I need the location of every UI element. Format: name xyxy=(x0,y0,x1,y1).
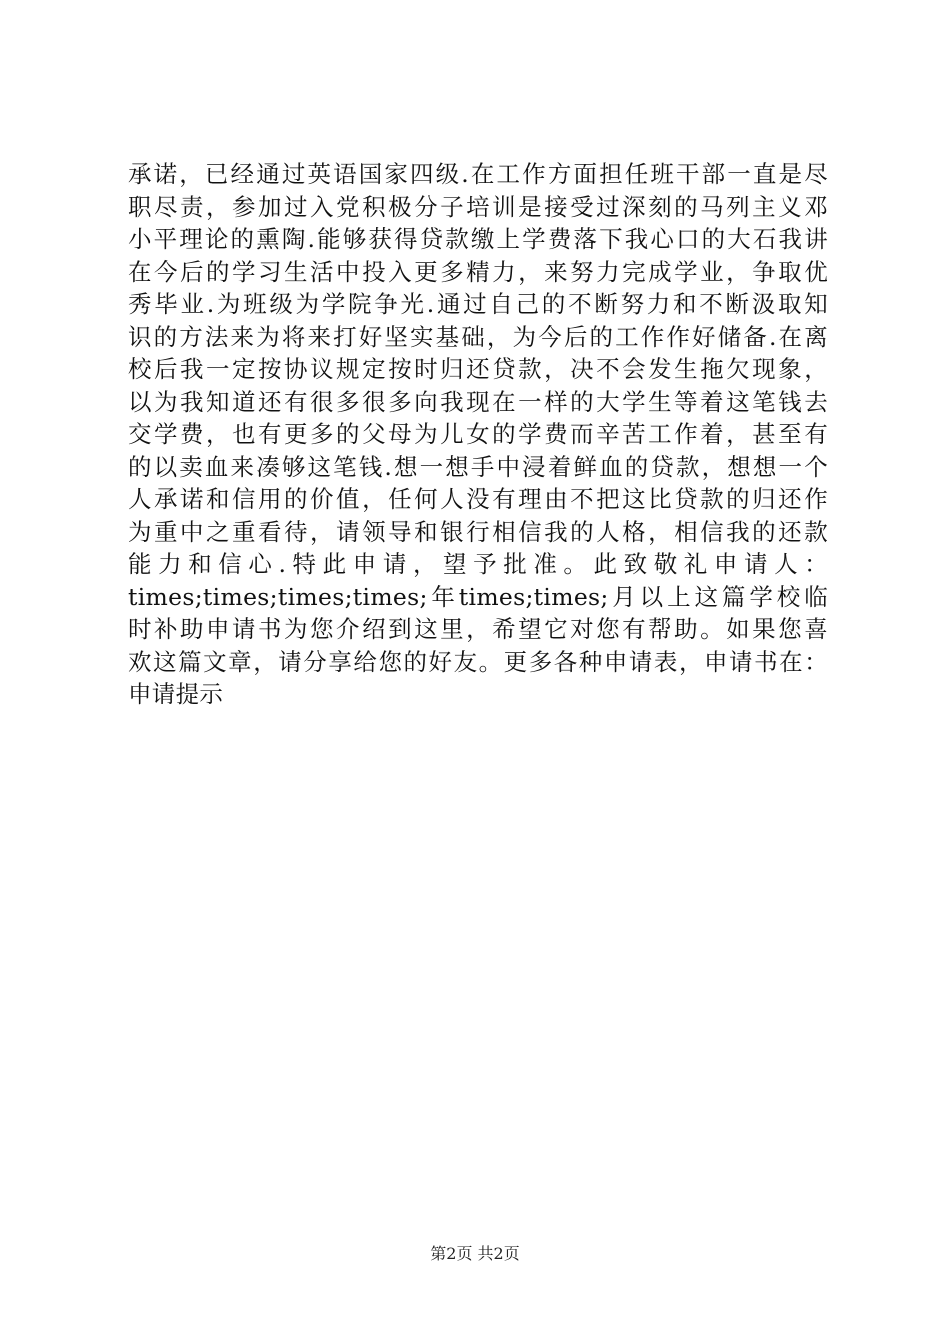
body-line: 的以卖血来凑够这笔钱.想一想手中浸着鲜血的贷款，想想一个 xyxy=(128,452,828,481)
document-body xyxy=(128,158,828,711)
body-line: 秀毕业.为班级为学院争光.通过自己的不断努力和不断汲取知 xyxy=(128,290,828,318)
body-line: 交学费，也有更多的父母为儿女的学费而辛苦工作着，甚至有 xyxy=(128,420,828,448)
body-line: 小平理论的熏陶.能够获得贷款缴上学费落下我心口的大石我讲 xyxy=(128,225,828,253)
body-line: 为重中之重看待，请领导和银行相信我的人格，相信我的还款 xyxy=(128,517,828,546)
body-line: 校后我一定按协议规定按时归还贷款，决不会发生拖欠现象， xyxy=(128,355,828,383)
body-line: 时补助申请书为您介绍到这里，希望它对您有帮助。如果您喜 xyxy=(128,615,828,643)
body-line: 承诺，已经通过英语国家四级.在工作方面担任班干部一直是尽 xyxy=(128,160,828,188)
body-line: times;times;times;times;年times;times;月以上这篇学校临 xyxy=(128,582,828,611)
body-line: 能力和信心.特此申请，望予批准。此致敬礼申请人： xyxy=(128,550,828,578)
body-line: 申请提示 xyxy=(128,680,224,708)
body-line: 识的方法来为将来打好坚实基础，为今后的工作作好储备.在离 xyxy=(128,322,828,351)
body-line: 以为我知道还有很多很多向我现在一样的大学生等着这笔钱去 xyxy=(128,387,828,416)
body-line: 欢这篇文章，请分享给您的好友。更多各种申请表，申请书在： xyxy=(128,647,828,676)
body-line: 人承诺和信用的价值，任何人没有理由不把这比贷款的归还作 xyxy=(128,485,828,513)
page-number-footer: 第2页 共2页 xyxy=(430,1244,520,1263)
body-line: 职尽责，参加过入党积极分子培训是接受过深刻的马列主义邓 xyxy=(128,192,828,221)
body-line: 在今后的学习生活中投入更多精力，来努力完成学业，争取优 xyxy=(128,257,828,286)
